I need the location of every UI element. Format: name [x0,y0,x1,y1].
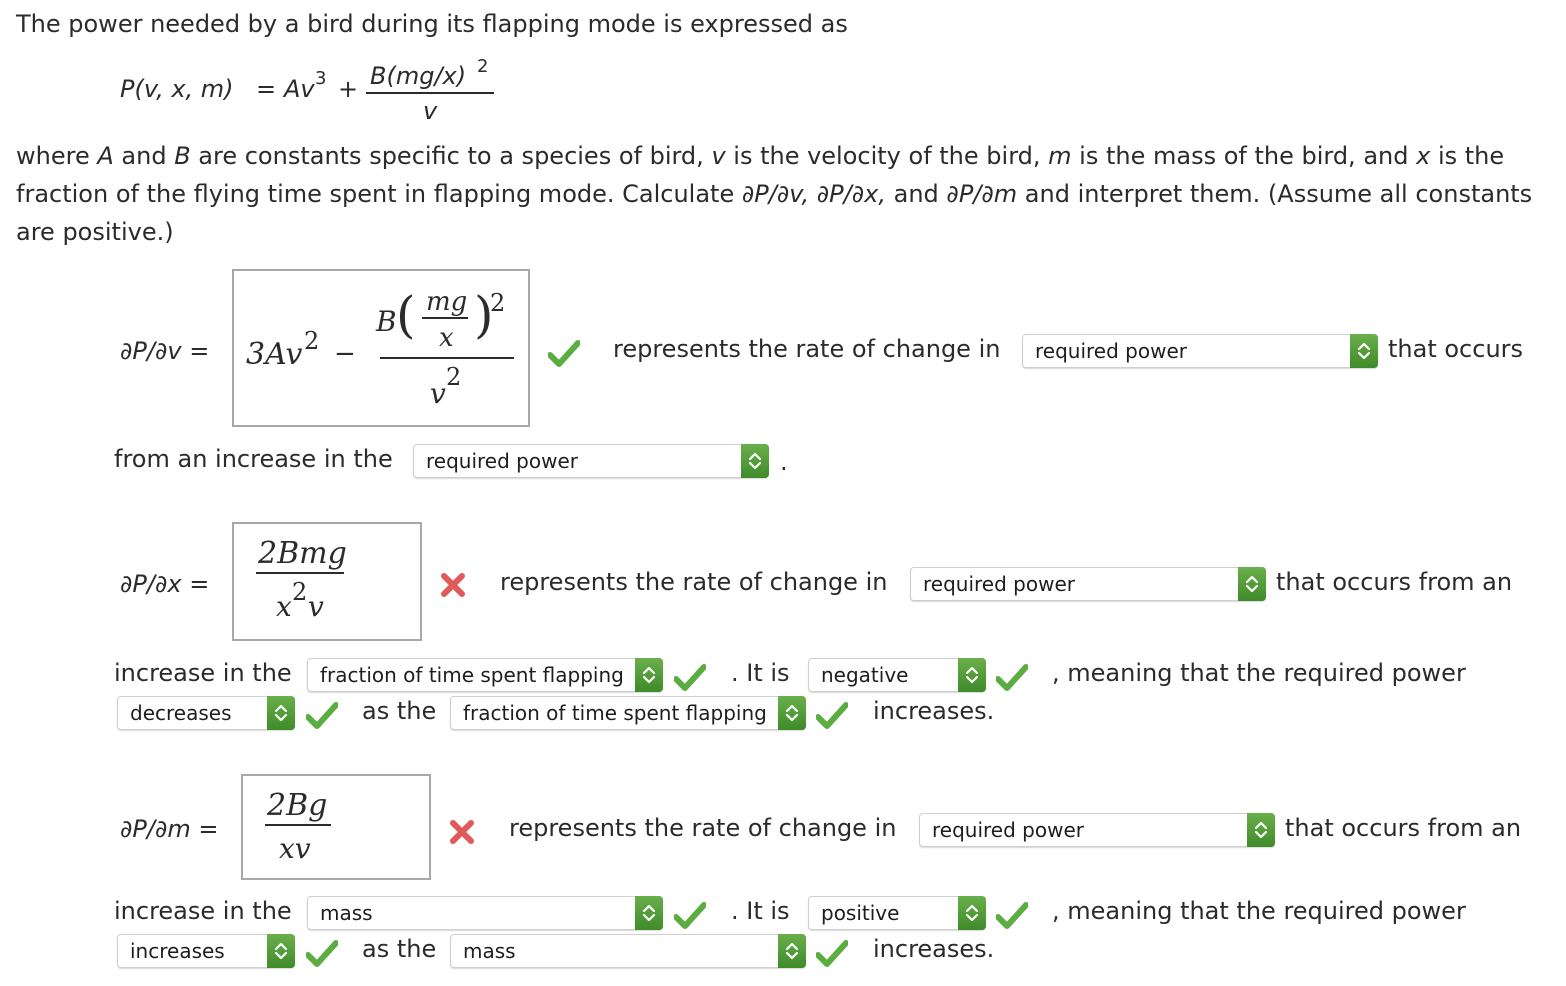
dropdown-value: fraction of time spent flapping [320,663,624,687]
problem-description [16,137,1546,251]
desc-text: where [16,142,98,170]
answer-left-paren: ( [396,286,416,344]
desc-text: and [885,180,947,208]
partial-x-label: ∂P/∂x = [120,570,210,598]
partial-m-increase-text: increase in the [114,897,292,925]
answer-denominator: xv [279,832,311,865]
dropdown-toggle[interactable] [1350,334,1378,368]
partial-v-rate-text: represents the rate of change in [613,335,1001,363]
chevron-up-down-icon [274,703,288,723]
dropdown-value: mass [320,901,373,925]
dropdown-toggle[interactable] [778,934,806,968]
desc-text: is the fraction of the flying time spent in flapping mode. Calculate [16,142,1505,208]
check-icon [674,902,706,930]
partial-x-answer-box[interactable] [232,522,422,641]
formula-numerator: B(mg/x) [370,62,467,90]
desc-var-x: x [1416,142,1431,170]
chevron-up-down-icon [785,703,799,723]
partial-m-rate-text: represents the rate of change in [509,814,897,842]
partial-x-direction-dropdown[interactable] [117,696,295,730]
answer-inner-fraction-bar [422,317,468,319]
dropdown-value: mass [463,939,516,963]
answer-fraction-bar [265,824,331,826]
check-icon [548,340,580,368]
dropdown-toggle[interactable] [741,444,769,478]
partial-m-increases-text: increases. [873,935,995,963]
answer-denominator-exponent: 2 [292,578,308,606]
dropdown-toggle[interactable] [267,934,295,968]
dropdown-toggle[interactable] [778,696,806,730]
dropdown-toggle[interactable] [958,896,986,930]
answer-fraction-bar [256,572,344,574]
chevron-up-down-icon [785,941,799,961]
answer-numerator: 2Bg [267,788,328,823]
answer-inner-denominator: x [439,323,454,353]
check-icon [996,664,1028,692]
chevron-up-down-icon [1357,341,1371,361]
partial-v-occurs-text: that occurs [1388,335,1524,363]
partial-x-occurs-text: that occurs from an [1276,568,1513,596]
answer-inner-numerator: mg [426,287,468,317]
partial-m-direction-dropdown[interactable] [117,934,295,968]
partial-v-from-text: from an increase in the [114,445,393,473]
partial-m-quantity-dropdown[interactable] [307,896,663,930]
dropdown-value: required power [426,449,578,473]
formula-term1-exponent: 3 [315,68,327,89]
dropdown-toggle[interactable] [1238,567,1266,601]
check-icon [674,664,706,692]
dropdown-value: decreases [130,701,232,725]
chevron-up-down-icon [1254,820,1268,840]
answer-minus: − [334,339,356,369]
partial-x-itis-text: . It is [731,659,790,687]
dropdown-toggle[interactable] [1247,813,1275,847]
dropdown-value: positive [821,901,900,925]
check-icon [816,940,848,968]
partial-m-itis-text: . It is [731,897,790,925]
answer-term1: 3Av [246,337,303,372]
dropdown-value: required power [932,818,1084,842]
partial-m-sign-dropdown[interactable] [808,896,986,930]
dropdown-value: required power [1035,339,1187,363]
partial-x-sign-dropdown[interactable] [808,658,986,692]
desc-var-b: B [174,142,191,170]
partial-v-label: ∂P/∂v = [120,337,210,365]
partial-x-rate-dropdown[interactable] [910,567,1266,601]
dropdown-value: negative [821,663,909,687]
chevron-up-down-icon [1245,574,1259,594]
partial-v-rate-dropdown[interactable] [1022,334,1378,368]
dropdown-toggle[interactable] [635,658,663,692]
partial-m-answer-box[interactable] [241,774,431,880]
desc-var-m: m [1048,142,1072,170]
answer-denominator-x: x [276,590,292,623]
dropdown-toggle[interactable] [635,896,663,930]
chevron-up-down-icon [274,941,288,961]
partial-x-quantity-dropdown[interactable] [307,658,663,692]
partial-v-answer-box[interactable] [232,269,530,427]
partial-m-asthe-text: as the [362,935,437,963]
chevron-up-down-icon [965,903,979,923]
check-icon [306,940,338,968]
check-icon [306,702,338,730]
intro-text: The power needed by a bird during its flapping mode is expressed as [16,10,848,38]
answer-denominator-v: v [308,590,324,623]
answer-right-paren: ) [474,286,494,344]
dropdown-toggle[interactable] [958,658,986,692]
answer-term1-exponent: 2 [304,327,320,355]
partial-m-meaning-text: , meaning that the required power [1052,897,1466,925]
partial-m-occurs-text: that occurs from an [1285,814,1522,842]
cross-icon [440,572,466,598]
formula-numerator-exponent: 2 [477,56,489,77]
desc-text: and interpret them. (Assume all constants are positive.) [16,180,1533,246]
formula-fraction-bar [366,92,494,94]
check-icon [996,902,1028,930]
partial-x-meaning-text: , meaning that the required power [1052,659,1466,687]
formula-plus: + [338,75,359,103]
desc-text: and [113,142,175,170]
desc-var-v: v [711,142,726,170]
check-icon [816,702,848,730]
formula-equals: = [256,75,277,103]
partial-x-rate-text: represents the rate of change in [500,568,888,596]
chevron-up-down-icon [642,665,656,685]
desc-text: is the mass of the bird, and [1071,142,1417,170]
partial-m-rate-dropdown[interactable] [919,813,1275,847]
answer-numerator-text: 2Bmg [258,536,347,571]
answer-denominator: v [430,377,446,410]
partial-m-label: ∂P/∂m = [120,815,219,843]
chevron-up-down-icon [642,903,656,923]
desc-partial-x: ∂P/∂x, [816,180,886,208]
dropdown-value: increases [130,939,225,963]
chevron-up-down-icon [748,451,762,471]
partial-x-asthe-text: as the [362,697,437,725]
dropdown-toggle[interactable] [267,696,295,730]
formula-lhs: P(v, x, m) [120,75,234,103]
answer-denominator-exponent: 2 [446,363,462,391]
partial-v-from-dropdown[interactable] [413,444,769,478]
desc-partial-v: ∂P/∂v, [741,180,810,208]
answer-numerator [258,536,347,571]
desc-text: is the velocity of the bird, [725,142,1049,170]
desc-text: are constants specific to a species of bird, [190,142,712,170]
dropdown-value: required power [923,572,1075,596]
cross-icon [449,819,475,845]
desc-var-a: A [97,142,114,170]
dropdown-value: fraction of time spent flapping [463,701,767,725]
partial-x-increase-text: increase in the [114,659,292,687]
partial-m-quantity2-dropdown[interactable] [450,934,806,968]
answer-fraction-bar [380,357,514,359]
chevron-up-down-icon [965,665,979,685]
answer-numerator-b: B [376,305,397,338]
partial-x-quantity2-dropdown[interactable] [450,696,806,730]
answer-outer-exponent: 2 [490,289,506,317]
formula-denominator: v [423,97,438,125]
formula-term1: Av [284,75,315,103]
partial-x-increases-text: increases. [873,697,995,725]
desc-partial-m: ∂P/∂m [946,180,1018,208]
partial-v-period: . [780,448,788,476]
